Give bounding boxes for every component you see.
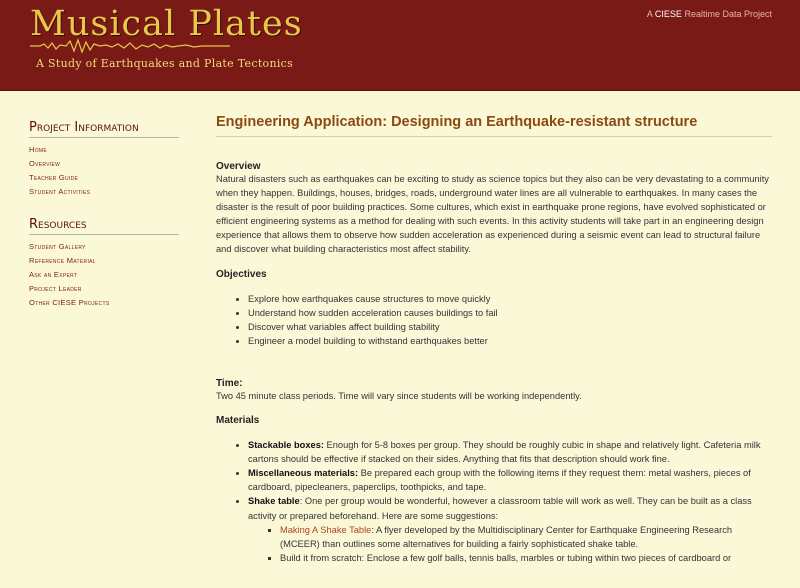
resources-nav [29, 240, 179, 310]
sidebar [29, 120, 179, 328]
material-description: Be prepared each group with the following items if they request them: metal washers, pieces of cardboard, pipecleaners, paperclips, toothpicks, and tape. [248, 468, 751, 493]
time-heading: Time: [216, 377, 243, 389]
material-description: Enough for 5-8 boxes per group. They should be roughly cubic in shape and relatively light. Cafeteria milk cartons should be effective if stacked on their sides. Anything that fits that description should work fine. [248, 440, 761, 465]
material-description: : One per group would be wonderful, however a classroom table will work as well. They can be built as a class activity or prepared beforehand. Here are some suggestions: [248, 496, 752, 521]
list-item: ▪ Build it from scratch: Enclose a few golf balls, tennis balls, marbles or tubing within two pieces of cardboard or [280, 551, 772, 565]
list-item: • Explore how earthquakes cause structures to move quickly [248, 292, 772, 306]
project-nav [29, 143, 179, 199]
ciese-project-link[interactable]: A CIESE Realtime Data Project [646, 9, 772, 19]
material-term: Stackable boxes: [248, 440, 324, 451]
objectives-list [216, 292, 772, 348]
list-item: • Discover what variables affect building stability [248, 320, 772, 334]
main-content [216, 114, 772, 565]
list-item [248, 466, 772, 494]
suggestion-description: : A flyer developed by the Multidisciplinary Center for Earthquake Engineering Research (MCEER) than outlines some alternatives for building a fairly sophisticated shake table. [280, 524, 733, 549]
objectives-heading: Objectives [216, 268, 267, 280]
overview-heading: Overview [216, 161, 261, 172]
sidebar-item-overview[interactable]: Overview [29, 159, 61, 168]
list-item [248, 494, 772, 564]
sidebar-item-other-ciese-projects[interactable]: Other CIESE Projects [29, 298, 110, 307]
material-term: Miscellaneous materials: [248, 468, 359, 479]
material-term: Shake table [248, 496, 300, 507]
page-title: Engineering Application: Designing an Earthquake-resistant structure [216, 114, 772, 137]
seismograph-wave-icon [30, 38, 230, 54]
list-item: • Understand how sudden acceleration causes buildings to fail [248, 306, 772, 320]
list-item [248, 438, 772, 466]
site-header [0, 0, 800, 91]
resources-heading: Resources [29, 217, 179, 235]
sidebar-item-student-gallery[interactable]: Student Gallery [29, 242, 86, 251]
materials-heading: Materials [216, 415, 260, 427]
logo-subtitle: A Study of Earthquakes and Plate Tectonics [36, 57, 294, 70]
shake-table-suggestions [248, 523, 772, 565]
sidebar-item-teacher-guide[interactable]: Teacher Guide [29, 173, 79, 182]
materials-list [216, 438, 772, 565]
list-item [280, 523, 772, 551]
logo-title[interactable]: Musical Plates [30, 4, 303, 44]
sidebar-item-reference-material[interactable]: Reference Material [29, 256, 96, 265]
time-paragraph: Two 45 minute class periods. Time will vary since students will be working independently. [216, 390, 582, 401]
project-information-heading: Project Information [29, 120, 179, 138]
overview-paragraph: Natural disasters such as earthquakes can be exciting to study as science topics but they also can be very devastating to a community when they happen. Buildings, houses, bridges, roads, underground water lines are all vulnerable to earthquakes. In many cases the disaster is the result of poor building practices. Some cultures, which exist in earthquake prone regions, have evolved sophisticated or efficient engineering systems as a method for dealing with such events. In this activity students will take part in an engineering design experience that allows them to observe how sudden acceleration as experienced during a seismic event can lead to structural failure and discover what building characteristics most affect stability. [216, 174, 769, 255]
sidebar-item-student-activities[interactable]: Student Activities [29, 187, 91, 196]
making-shake-table-link[interactable]: Making A Shake Table [280, 524, 372, 535]
sidebar-item-project-leader[interactable]: Project Leader [29, 284, 82, 293]
list-item: • Engineer a model building to withstand earthquakes better [248, 334, 772, 348]
sidebar-item-ask-an-expert[interactable]: Ask an Expert [29, 270, 78, 279]
sidebar-item-home[interactable]: Home [29, 145, 48, 154]
